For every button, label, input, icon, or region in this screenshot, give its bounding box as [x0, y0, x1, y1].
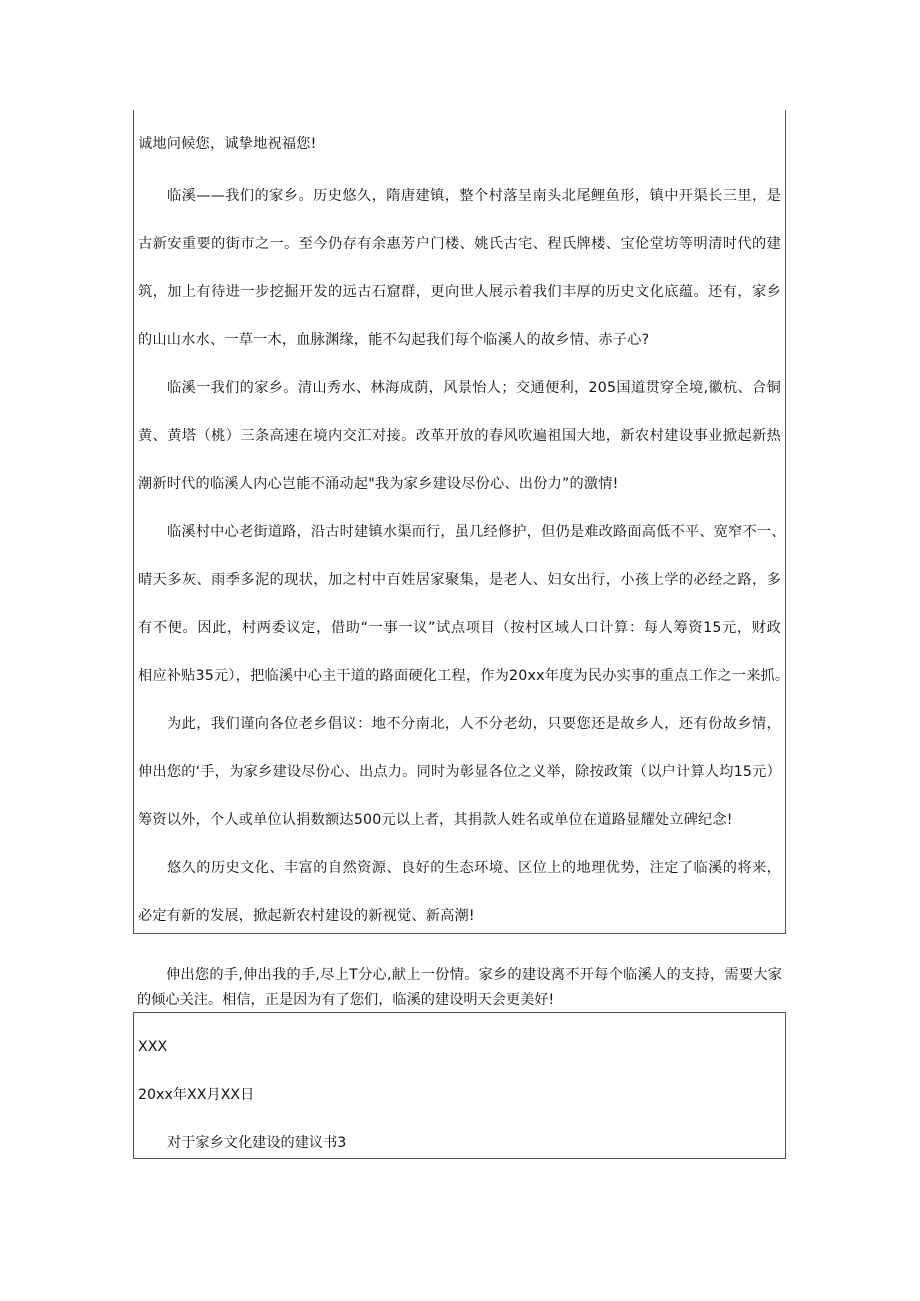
- signature-name: XXX: [138, 1039, 168, 1055]
- paragraph-line: 临溪一我们的家乡。清山秀水、林海成荫，风景怡人；交通便利，205国道贯穿全境,徽杭、合铜: [167, 380, 781, 396]
- paragraph-line: 必定有新的发展，掀起新农村建设的新视觉、新高潮!: [138, 908, 475, 924]
- paragraph-line: 筑，加上有待进一步挖掘开发的远古石窟群，更向世人展示着我们丰厚的历史文化底蕴。还有，家乡: [138, 284, 781, 300]
- paragraph-line: 临溪——我们的家乡。历史悠久，隋唐建镇，整个村落呈南头北尾鲤鱼形，镇中开渠长三里，是: [167, 188, 781, 204]
- paragraph-line: 有不便。因此，村两委议定，借助“一事一议”试点项目（按村区域人口计算：每人筹资15元，财政: [138, 620, 781, 636]
- paragraph-line: 临溪村中心老街道路，沿古时建镇水渠而行，虽几经修护，但仍是难改路面高低不平、宽窄不一、: [167, 524, 786, 540]
- paragraph-line: 的山山水水、一草一木，血脉渊缘，能不勾起我们每个临溪人的故乡情、赤子心?: [138, 332, 650, 348]
- paragraph-line: 潮新时代的临溪人内心岂能不涌动起"我为家乡建设尽份心、出份力”的激情!: [138, 476, 619, 492]
- paragraph-line: 古新安重要的街市之一。至今仍存有余惠芳户门楼、姚氏古宅、程氏牌楼、宝伦堂坊等明清时代的建: [138, 236, 781, 252]
- paragraph-line: 诚地问候您，诚挚地祝福您!: [138, 136, 317, 152]
- closing-paragraph-line: 的倾心关注。相信，正是因为有了您们，临溪的建设明天会更美好!: [137, 992, 555, 1008]
- paragraph-line: 筹资以外，个人或单位认捐数额达500元以上者，其捐款人姓名或单位在道路显耀处立碑纪念!: [138, 812, 733, 828]
- signature-date: 20xx年XX月XX日: [138, 1087, 255, 1103]
- paragraph-line: 伸出您的‘手，为家乡建设尽份心、出点力。同时为彰显各位之义举，除按政策（以户计算人均15元）: [138, 764, 781, 780]
- paragraph-line: 晴天多灰、雨季多泥的现状，加之村中百姓居家聚集，是老人、妇女出行，小孩上学的必经之路，多: [138, 572, 781, 588]
- paragraph-line: 悠久的历史文化、丰富的自然资源、良好的生态环境、区位上的地理优势，注定了临溪的将来，: [167, 860, 781, 876]
- paragraph-line: 黄、黄塔（桃）三条高速在境内交汇对接。改革开放的春风吹遍祖国大地，新农村建设事业掀起新热: [138, 428, 781, 444]
- paragraph-line: 相应补贴35元），把临溪中心主干道的路面硬化工程，作为20xx年度为民办实事的重点工作之一来抓。: [138, 668, 790, 684]
- closing-paragraph-line: 伸出您的手,伸出我的手,尽上T分心,献上一份情。家乡的建设离不开每个临溪人的支持，需要大家: [166, 967, 782, 983]
- paragraph-line: 为此，我们谨向各位老乡倡议：地不分南北，人不分老幼，只要您还是故乡人，还有份故乡情，: [167, 716, 781, 732]
- letter-body-box: [133, 110, 790, 934]
- signature-box: [133, 1012, 786, 1159]
- next-section-title: 对于家乡文化建设的建议书3: [167, 1135, 347, 1151]
